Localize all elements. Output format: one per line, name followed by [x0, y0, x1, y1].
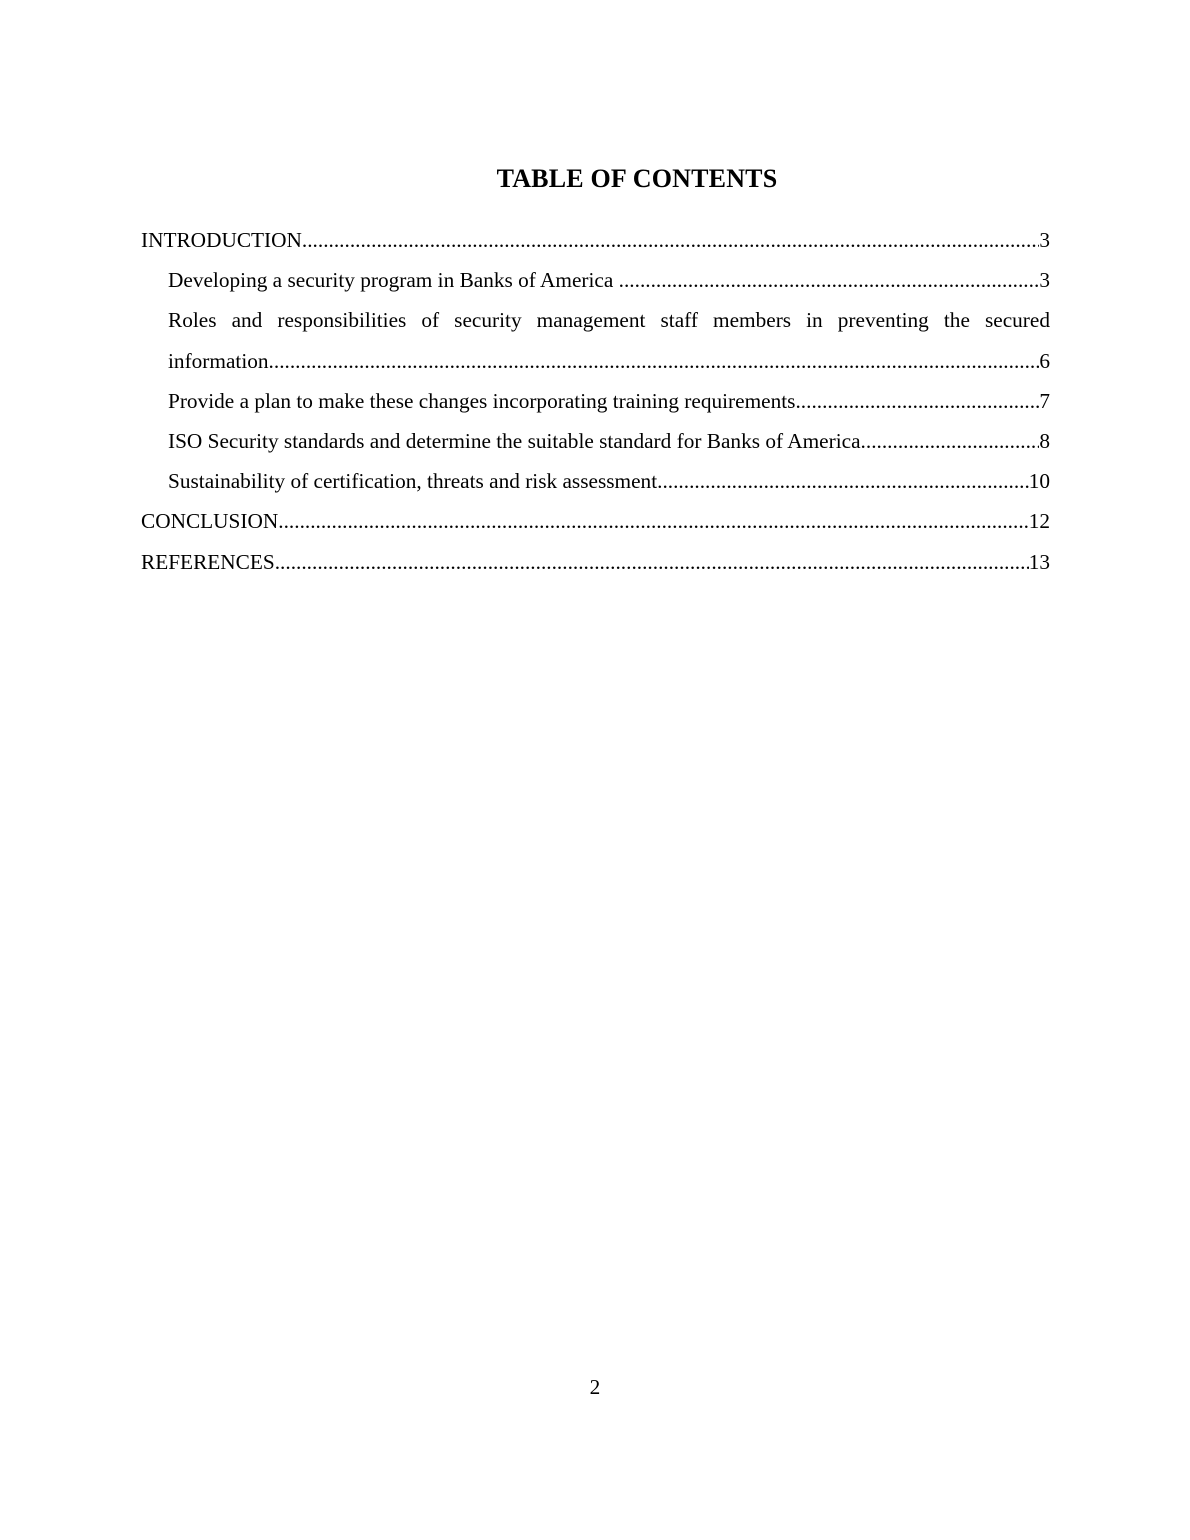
dot-leader: [657, 461, 1029, 501]
toc-entry-label-line1: Roles and responsibilities of security management staff members in preventing the secured: [168, 308, 1050, 333]
toc-entry-page: 3: [1039, 228, 1050, 252]
toc-heading: TABLE OF CONTENTS: [496, 164, 778, 193]
toc-entry-label: ISO Security standards and determine the suitable standard for Banks of America: [168, 428, 861, 453]
table-of-contents: [141, 220, 1050, 582]
toc-entry-sustainability[interactable]: [141, 461, 1050, 501]
toc-entry-label: Provide a plan to make these changes incorporating training requirements: [168, 388, 796, 413]
dot-leader: [795, 381, 1039, 421]
toc-entry-page: 6: [1039, 348, 1050, 373]
toc-entry-roles-responsibilities[interactable]: [141, 300, 1050, 380]
toc-entry-label-line2: information: [168, 348, 269, 373]
toc-entry-training-plan[interactable]: [141, 381, 1050, 421]
toc-entry-references[interactable]: [141, 542, 1050, 582]
toc-entry-label: CONCLUSION: [141, 509, 279, 534]
dot-leader: [619, 260, 1040, 300]
dot-leader: [275, 542, 1029, 582]
dot-leader: [278, 501, 1028, 541]
toc-entry-label: Developing a security program in Banks of America: [168, 268, 619, 293]
toc-entry-conclusion[interactable]: [141, 501, 1050, 541]
toc-entry-page: 12: [1028, 509, 1050, 534]
toc-entry-page: 7: [1039, 388, 1050, 413]
dot-leader: [302, 220, 1039, 260]
toc-entry-iso-standards[interactable]: [141, 421, 1050, 461]
toc-entry-page: 8: [1039, 428, 1050, 453]
toc-entry-introduction[interactable]: [141, 220, 1050, 260]
page-number: 2: [589, 1375, 601, 1399]
toc-entry-page: 13: [1028, 549, 1050, 574]
toc-entry-developing-security-program[interactable]: [141, 260, 1050, 300]
toc-entry-page: 3: [1039, 268, 1050, 293]
toc-entry-label: REFERENCES: [141, 549, 275, 574]
toc-entry-label: INTRODUCTION: [141, 228, 302, 252]
dot-leader: [269, 341, 1040, 381]
toc-entry-label: Sustainability of certification, threats and risk assessment: [168, 469, 658, 494]
toc-entry-page: 10: [1028, 469, 1050, 494]
dot-leader: [861, 421, 1040, 461]
